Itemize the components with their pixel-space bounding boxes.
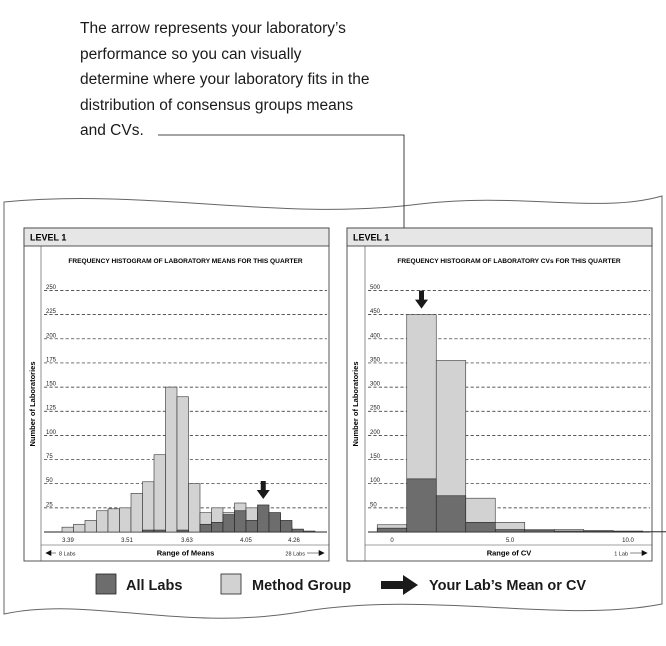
all-labs-bar bbox=[466, 522, 496, 532]
method-group-bar bbox=[131, 493, 143, 532]
y-tick-label: 150 bbox=[370, 454, 381, 461]
all-labs-bar bbox=[212, 522, 224, 532]
right-overflow-note: 28 Labs bbox=[285, 551, 305, 558]
means-histogram-panel bbox=[24, 228, 329, 561]
all-labs-bar bbox=[584, 531, 614, 532]
legend bbox=[96, 574, 586, 595]
x-axis-label: Range of Means bbox=[156, 548, 215, 558]
panel-level-label: LEVEL 1 bbox=[353, 232, 390, 243]
method-group-bar bbox=[97, 511, 109, 532]
y-tick-label: 125 bbox=[46, 405, 57, 412]
all-labs-swatch bbox=[96, 574, 116, 594]
method-group-bar bbox=[189, 484, 201, 532]
method-group-bar bbox=[74, 524, 86, 532]
y-tick-label: 50 bbox=[46, 478, 53, 485]
legend-all-labs-label: All Labs bbox=[126, 578, 183, 594]
all-labs-bar bbox=[304, 531, 316, 532]
all-labs-bar bbox=[281, 520, 293, 532]
y-tick-label: 100 bbox=[46, 429, 57, 436]
y-tick-label: 175 bbox=[46, 357, 57, 364]
panel-header bbox=[347, 228, 652, 246]
x-tick-label: 4.26 bbox=[288, 538, 300, 544]
annotation-line: performance so you can visually bbox=[80, 45, 302, 63]
legend-method-group-label: Method Group bbox=[252, 578, 352, 594]
x-axis-label: Range of CV bbox=[486, 548, 532, 558]
y-tick-label: 250 bbox=[46, 284, 57, 291]
legend-your-lab-label: Your Lab’s Mean or CV bbox=[429, 578, 587, 594]
x-tick-label: 4.05 bbox=[240, 538, 252, 544]
y-tick-label: 450 bbox=[370, 309, 381, 316]
all-labs-bar bbox=[554, 531, 584, 532]
method-group-swatch bbox=[221, 574, 241, 594]
x-tick-label: 0 bbox=[390, 538, 394, 544]
y-tick-label: 400 bbox=[370, 333, 381, 340]
all-labs-bar bbox=[246, 520, 258, 532]
all-labs-bar bbox=[154, 530, 166, 532]
x-tick-label: 3.63 bbox=[181, 538, 193, 544]
method-group-bar bbox=[108, 509, 120, 532]
all-labs-bar bbox=[525, 531, 555, 532]
all-labs-bar bbox=[200, 524, 212, 532]
all-labs-bar bbox=[223, 515, 235, 532]
method-group-bar bbox=[154, 455, 166, 532]
x-tick-label: 5.0 bbox=[505, 538, 515, 544]
panel-level-label: LEVEL 1 bbox=[30, 232, 67, 243]
x-tick-label: 10.0 bbox=[622, 538, 634, 544]
all-labs-bar bbox=[235, 511, 247, 532]
y-tick-label: 200 bbox=[46, 333, 57, 340]
y-tick-label: 75 bbox=[46, 454, 53, 461]
panel-frame bbox=[347, 228, 652, 561]
all-labs-bar bbox=[269, 513, 281, 532]
method-group-bar bbox=[62, 527, 74, 532]
all-labs-bar bbox=[258, 505, 270, 532]
y-tick-label: 100 bbox=[370, 478, 381, 485]
method-group-bar bbox=[166, 387, 178, 532]
all-labs-bar bbox=[177, 530, 189, 532]
y-tick-label: 350 bbox=[370, 357, 381, 364]
y-tick-label: 150 bbox=[46, 381, 57, 388]
cv-histogram-panel bbox=[347, 228, 666, 561]
y-tick-label: 225 bbox=[46, 309, 57, 316]
chart-title: FREQUENCY HISTOGRAM OF LABORATORY MEANS FOR THIS QUARTER bbox=[68, 258, 303, 265]
annotation-line: The arrow represents your laboratory’s bbox=[80, 20, 346, 37]
y-tick-label: 25 bbox=[46, 502, 53, 509]
y-tick-label: 50 bbox=[370, 502, 377, 509]
panel-header bbox=[24, 228, 329, 246]
method-group-bar bbox=[177, 397, 189, 532]
all-labs-bar bbox=[495, 530, 525, 532]
y-tick-label: 250 bbox=[370, 405, 381, 412]
method-group-bar bbox=[143, 482, 155, 532]
all-labs-bar bbox=[143, 530, 155, 532]
all-labs-bar bbox=[407, 479, 437, 532]
right-overflow-note: 1 Lab bbox=[614, 551, 628, 558]
y-axis-label: Number of Laboratories bbox=[351, 361, 360, 447]
left-overflow-note: 8 Labs bbox=[59, 551, 76, 558]
annotation-line: and CVs. bbox=[80, 122, 144, 139]
annotation-line: distribution of consensus groups means bbox=[80, 96, 354, 114]
y-tick-label: 300 bbox=[370, 381, 381, 388]
x-tick-label: 3.51 bbox=[121, 538, 133, 544]
all-labs-bar bbox=[377, 528, 407, 532]
y-axis-label: Number of Laboratories bbox=[28, 361, 37, 447]
all-labs-bar bbox=[292, 529, 304, 532]
method-group-bar bbox=[120, 508, 132, 532]
all-labs-bar bbox=[436, 496, 466, 532]
y-tick-label: 500 bbox=[370, 284, 381, 291]
method-group-bar bbox=[85, 520, 97, 532]
x-tick-label: 3.39 bbox=[62, 538, 74, 544]
y-tick-label: 200 bbox=[370, 429, 381, 436]
chart-title: FREQUENCY HISTOGRAM OF LABORATORY CVs FOR THIS QUARTER bbox=[397, 258, 621, 265]
annotation-line: determine where your laboratory fits in the bbox=[80, 71, 370, 88]
